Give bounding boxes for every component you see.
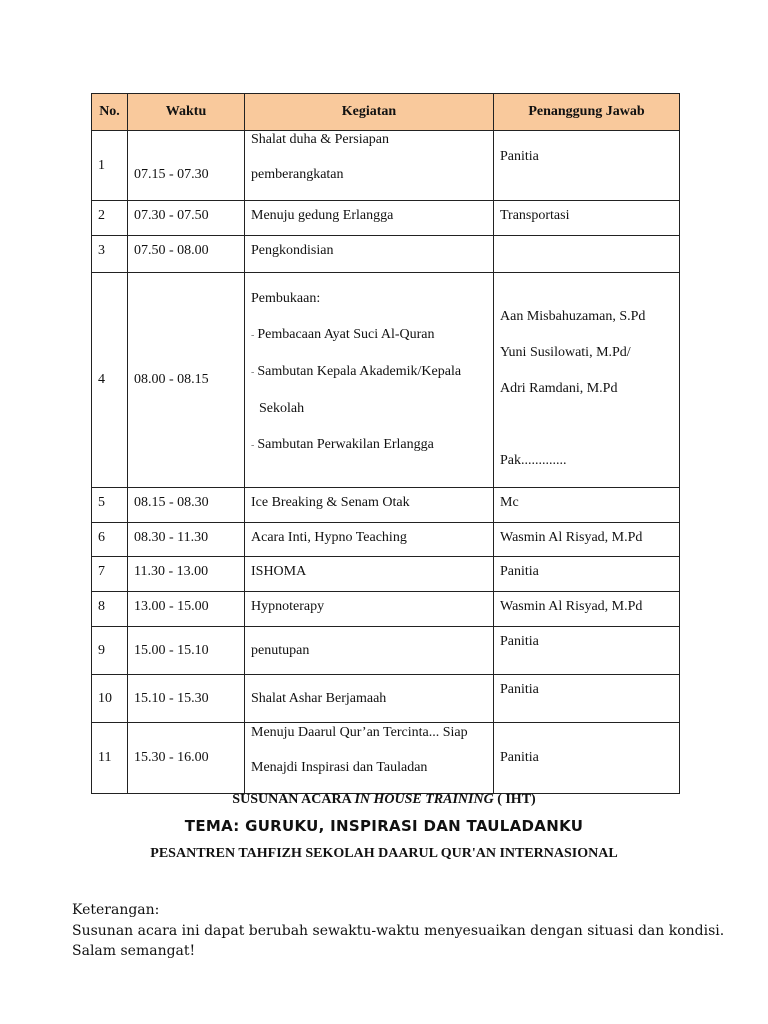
activity-text: Pembacaan Ayat Suci Al-Quran <box>257 327 435 342</box>
activity-text: Sambutan Perwakilan Erlangga <box>257 437 434 452</box>
cell-kegiatan <box>245 201 494 236</box>
row-number: 3 <box>98 243 105 258</box>
cell-pj <box>494 675 680 723</box>
activity-line <box>251 363 487 382</box>
cell-no <box>92 627 128 675</box>
row-time: 07.30 - 07.50 <box>134 208 209 223</box>
activity-line: Acara Inti, Hypno Teaching <box>251 530 407 545</box>
cell-kegiatan <box>245 131 494 201</box>
cell-waktu <box>128 131 245 201</box>
table-row <box>92 592 680 627</box>
row-time: 07.50 - 08.00 <box>134 243 209 258</box>
cell-kegiatan <box>245 675 494 723</box>
responsible-person: Panitia <box>500 750 539 765</box>
caption-title-suffix: ( IHT) <box>493 792 536 807</box>
activity-text: Sambutan Kepala Akademik/Kepala <box>257 364 462 379</box>
cell-no <box>92 488 128 523</box>
bullet-mark: - <box>251 367 255 378</box>
activity-line: Shalat Ashar Berjamaah <box>251 690 387 706</box>
cell-kegiatan <box>245 236 494 273</box>
caption-title-italic: IN HOUSE TRAINING <box>354 792 494 807</box>
cell-kegiatan <box>245 627 494 675</box>
cell-waktu <box>128 675 245 723</box>
row-time: 15.10 - 15.30 <box>134 690 209 706</box>
row-number: 5 <box>98 495 105 510</box>
row-time: 15.30 - 16.00 <box>134 750 209 765</box>
cell-kegiatan <box>245 523 494 557</box>
notes-label: Keterangan: <box>72 902 160 918</box>
cell-no <box>92 557 128 592</box>
cell-waktu <box>128 557 245 592</box>
table-row <box>92 273 680 488</box>
activity-line: pemberangkatan <box>251 167 344 182</box>
activity-line: Pembukaan: <box>251 291 321 306</box>
responsible-person: Mc <box>500 495 519 510</box>
cell-waktu <box>128 201 245 236</box>
notes-section <box>72 900 724 962</box>
row-number: 1 <box>98 157 105 173</box>
table-row <box>92 627 680 675</box>
caption-theme: TEMA: GURUKU, INSPIRASI DAN TAULADANKU <box>184 817 584 835</box>
cell-waktu <box>128 627 245 675</box>
table-row <box>92 557 680 592</box>
cell-pj <box>494 557 680 592</box>
row-number: 8 <box>98 599 105 614</box>
table-row <box>92 675 680 723</box>
table-row <box>92 523 680 557</box>
row-number: 2 <box>98 208 105 223</box>
row-time: 11.30 - 13.00 <box>134 564 209 579</box>
caption-title <box>0 792 768 808</box>
cell-pj <box>494 201 680 236</box>
cell-waktu <box>128 273 245 488</box>
activity-line: Hypnoterapy <box>251 599 325 614</box>
activity-line: Ice Breaking & Senam Otak <box>251 495 410 510</box>
activity-line: penutupan <box>251 642 310 658</box>
row-time: 08.30 - 11.30 <box>134 530 209 545</box>
notes-line: Salam semangat! <box>72 943 196 959</box>
cell-pj <box>494 723 680 794</box>
activity-line: Pengkondisian <box>251 243 334 258</box>
cell-no <box>92 273 128 488</box>
row-number: 7 <box>98 564 105 579</box>
cell-no <box>92 675 128 723</box>
responsible-person: Pak............. <box>500 453 567 468</box>
responsible-person: Adri Ramdani, M.Pd <box>500 381 618 396</box>
table-header-row <box>92 94 680 131</box>
cell-kegiatan <box>245 488 494 523</box>
activity-line: Menuju Daarul Qur’an Tercinta... Siap <box>251 725 468 740</box>
activity-line: Menajdi Inspirasi dan Tauladan <box>251 760 428 775</box>
cell-pj <box>494 592 680 627</box>
responsible-person: Panitia <box>500 564 539 579</box>
activity-line <box>251 436 487 455</box>
header-no: No. <box>92 94 128 131</box>
cell-no <box>92 523 128 557</box>
cell-waktu <box>128 236 245 273</box>
schedule-table <box>91 93 680 794</box>
activity-line <box>251 326 487 345</box>
row-time: 08.15 - 08.30 <box>134 495 209 510</box>
responsible-person: Panitia <box>500 634 539 649</box>
table-row <box>92 131 680 201</box>
activity-line: Menuju gedung Erlangga <box>251 208 394 223</box>
row-number: 4 <box>98 372 105 387</box>
table-row <box>92 488 680 523</box>
caption-institution: PESANTREN TAHFIZH SEKOLAH DAARUL QUR'AN INTERNASIONAL <box>150 846 618 861</box>
bullet-mark: - <box>251 440 255 451</box>
bullet-mark: - <box>251 330 255 341</box>
row-time: 08.00 - 08.15 <box>134 372 209 387</box>
cell-pj <box>494 627 680 675</box>
row-time: 15.00 - 15.10 <box>134 642 209 658</box>
cell-no <box>92 592 128 627</box>
responsible-person: Wasmin Al Risyad, M.Pd <box>500 530 643 545</box>
header-waktu: Waktu <box>128 94 245 131</box>
cell-pj <box>494 523 680 557</box>
cell-waktu <box>128 592 245 627</box>
cell-kegiatan <box>245 723 494 794</box>
activity-line: ISHOMA <box>251 564 307 579</box>
notes-line: Susunan acara ini dapat berubah sewaktu-waktu menyesuaikan dengan situasi dan kondisi. <box>72 922 725 939</box>
responsible-person: Panitia <box>500 682 539 697</box>
cell-kegiatan <box>245 592 494 627</box>
responsible-person: Panitia <box>500 149 539 164</box>
cell-no <box>92 201 128 236</box>
row-number: 6 <box>98 530 105 545</box>
row-number: 9 <box>98 642 105 658</box>
cell-pj <box>494 488 680 523</box>
cell-no <box>92 236 128 273</box>
cell-kegiatan <box>245 273 494 488</box>
cell-waktu <box>128 488 245 523</box>
cell-pj <box>494 273 680 488</box>
activity-line: Shalat duha & Persiapan <box>251 132 390 147</box>
table-row <box>92 236 680 273</box>
cell-waktu <box>128 523 245 557</box>
cell-pj <box>494 131 680 201</box>
cell-kegiatan <box>245 557 494 592</box>
caption-title-prefix: SUSUNAN ACARA <box>232 792 355 807</box>
cell-pj <box>494 236 680 273</box>
table-row <box>92 723 680 794</box>
header-kegiatan: Kegiatan <box>245 94 494 131</box>
row-time: 07.15 - 07.30 <box>134 167 209 182</box>
activity-line: Sekolah <box>259 401 305 416</box>
row-number: 11 <box>98 750 112 765</box>
responsible-person: Aan Misbahuzaman, S.Pd <box>500 309 646 324</box>
row-number: 10 <box>98 690 112 706</box>
responsible-person: Yuni Susilowati, M.Pd/ <box>500 345 631 360</box>
responsible-person: Transportasi <box>500 208 570 223</box>
row-time: 13.00 - 15.00 <box>134 599 209 614</box>
cell-waktu <box>128 723 245 794</box>
cell-no <box>92 131 128 201</box>
table-row <box>92 201 680 236</box>
responsible-person: Wasmin Al Risyad, M.Pd <box>500 599 643 614</box>
cell-no <box>92 723 128 794</box>
header-penanggung-jawab: Penanggung Jawab <box>494 94 680 131</box>
